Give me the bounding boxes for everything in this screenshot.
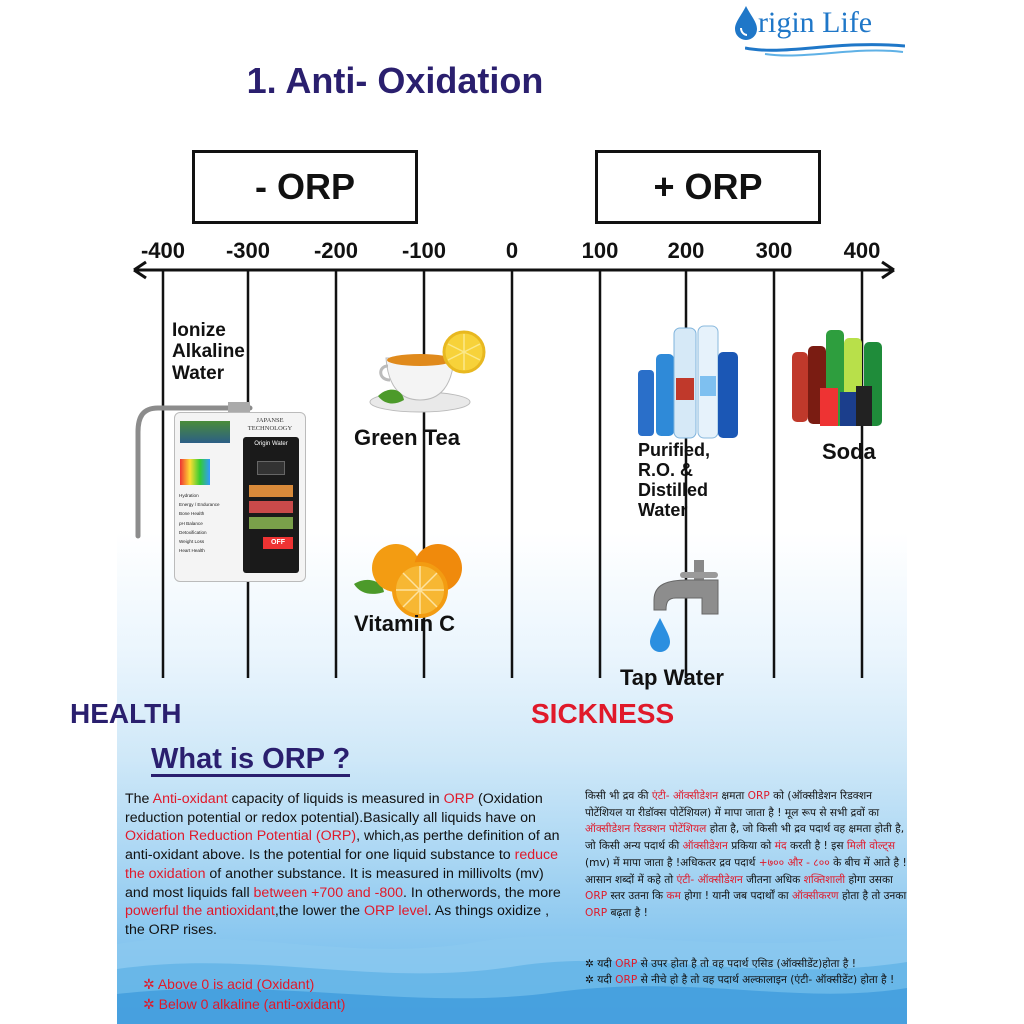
ionize-water-label: Ionize Alkaline Water [172, 320, 245, 384]
tick-label: -300 [225, 238, 271, 263]
tick-label: 200 [667, 238, 705, 263]
oranges-icon [350, 540, 480, 620]
vitamin-c-label: Vitamin C [354, 611, 456, 636]
water-ionizer-device [128, 396, 308, 582]
positive-orp-box: + ORP [595, 150, 821, 224]
orp-explanation-english: The Anti-oxidant capacity of liquids is measured in ORP (Oxidation reduction potential or redox potential).Basically all liquids have on Oxidation Reduction Potential (ORP), which,as perthe definition of an anti-oxidant above. Is the potential for one liquid substance to reduce the oxidation of another substance. It is measured in millivolts (mv) and most liquids fall between +700 and -800. In otherwords, the more powerful the antioxidant,the lower the ORP level. As things oxidize , the ORP rises. [125, 791, 561, 939]
off-button: OFF [263, 537, 293, 549]
acid-alkaline-notes: ✲ Above 0 is acid (Oxidant) ✲ Below 0 alkaline (anti-oxidant) [143, 976, 346, 1012]
tick-label: 100 [581, 238, 619, 263]
logo-text: rigin Life [758, 6, 873, 39]
negative-orp-box: - ORP [192, 150, 418, 224]
tap-water-label: Tap Water [620, 665, 724, 690]
health-label: HEALTH [70, 698, 182, 729]
tick-label: -100 [401, 238, 447, 263]
tick-label: -200 [313, 238, 359, 263]
tap-faucet-icon [632, 560, 732, 660]
ionizer-panel-text: JAPANSE TECHNOLOGY [247, 417, 293, 432]
orp-notes-hindi: ✲ यदी ORP से उपर होता है तो वह पदार्थ एसिड (ऑक्सीडेंट)होता है ! ✲ यदी ORP से नीचे हो है तो वह पदार्थ अल्कालाइन (एंटी- ऑक्सीडेंट) होता है ! [585, 958, 895, 987]
soda-label: Soda [822, 439, 876, 464]
benefits-list: Hydration Energy / Endurance Bone Health pH Balance Detoxification Weight Loss Heart Health [179, 493, 220, 554]
tick-label: 300 [755, 238, 793, 263]
soda-bottles-icon [790, 326, 900, 430]
water-bottles-icon [636, 318, 746, 440]
tick-label: 0 [505, 238, 519, 263]
ionizer-body [174, 412, 306, 582]
sickness-label: SICKNESS [531, 698, 675, 729]
what-is-orp-heading: What is ORP ? [151, 744, 350, 777]
page-title: 1. Anti- Oxidation [246, 60, 544, 101]
green-tea-label: Green Tea [354, 425, 460, 450]
tick-label: -400 [140, 238, 186, 263]
orp-explanation-hindi: किसी भी द्रव की एंटी- ऑक्सीडेशन क्षमता ORP को (ऑक्सीडेशन रिडक्शन पोटेंशियल या रीडॉक्स पोटेंशियल) में मापा जाता है ! मूल रूप से सभी द्रवों का ऑक्सीडेशन रिडक्शन पोटेंशियल होता है, जो किसी भी द्रव पदार्थ वह क्षमता होती है, जो किसी अन्य पदार्थ की ऑक्सीडेशन प्रकिया को मंद करती है ! इस मिली वोल्ट्स (mv) में मापा जाता है !अधिकतर द्रव पदार्थ +७०० और - ८०० के बीच में आते है !आसान शब्दों में कहे तो एंटी- ऑक्सीडेशन जीतना अधिक शक्तिशाली होगा उसका ORP स्तर उतना कि कम होगा ! यानी जब पदार्थों का ऑक्सीकरण होता है तो उनका ORP बढ़ता है ! [585, 790, 907, 920]
green-tea-cup-icon [368, 330, 488, 420]
device-brand: Origin Water [254, 441, 288, 447]
tick-label: 400 [843, 238, 881, 263]
purified-water-label: Purified, R.O. & Distilled Water [638, 440, 711, 521]
